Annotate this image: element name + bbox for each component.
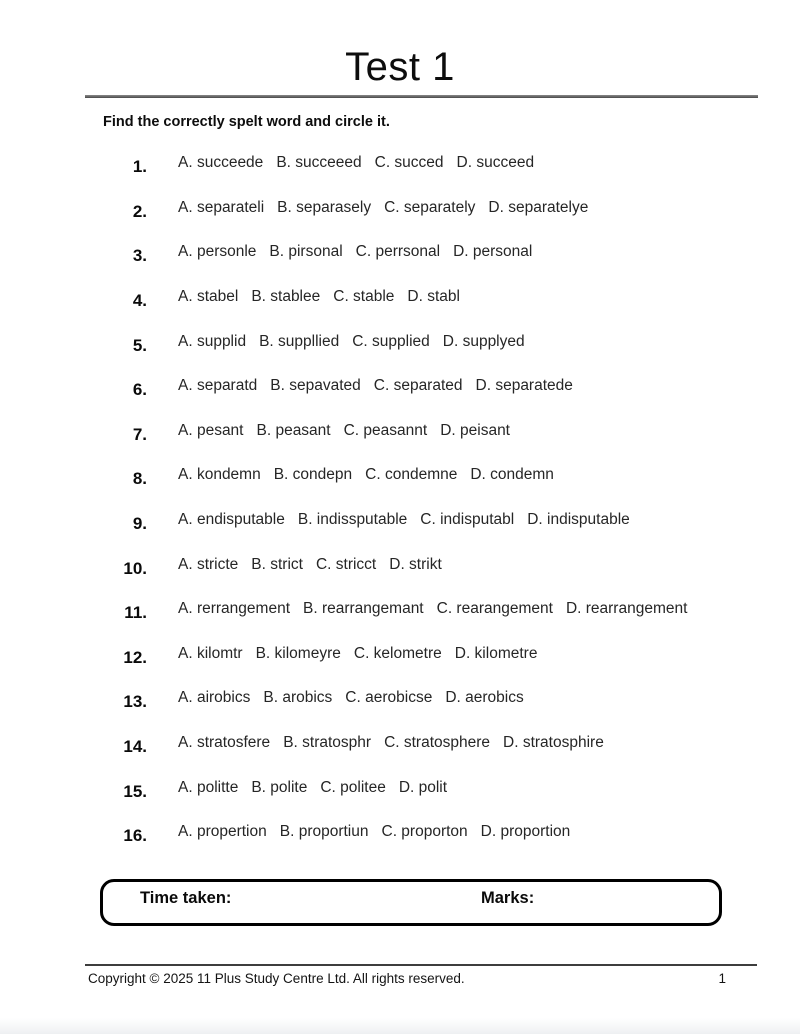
question-number: 5. xyxy=(132,335,147,355)
marks-label: Marks: xyxy=(481,889,535,907)
question-row xyxy=(0,632,800,677)
option-d: D. condemn xyxy=(470,466,554,484)
question-row xyxy=(0,319,800,364)
question-row xyxy=(0,587,800,632)
option-d: D. peisant xyxy=(440,421,510,439)
question-number: 1. xyxy=(132,157,147,177)
question-options xyxy=(178,645,537,663)
option-d: D. separatelye xyxy=(488,198,589,216)
question-row xyxy=(0,409,800,454)
question-row xyxy=(0,498,800,543)
option-c: C. condemne xyxy=(365,466,458,484)
option-b: B. arobics xyxy=(263,689,333,707)
option-c: C. stratosphere xyxy=(384,734,491,752)
question-number: 8. xyxy=(132,469,147,489)
time-taken-label: Time taken: xyxy=(140,889,232,907)
page-footer xyxy=(88,971,726,986)
question-number: 7. xyxy=(132,424,147,444)
option-d: D. personal xyxy=(453,243,533,261)
option-c: C. stricct xyxy=(315,555,377,573)
option-d: D. proportion xyxy=(480,823,571,841)
question-options xyxy=(178,689,524,707)
question-row xyxy=(0,186,800,231)
option-b: B. peasant xyxy=(256,421,331,439)
option-c: C. peasannt xyxy=(343,421,428,439)
option-b: B. strict xyxy=(251,555,303,573)
question-options xyxy=(178,288,460,306)
option-a: A. pesant xyxy=(178,421,244,439)
option-b: B. indissputable xyxy=(297,511,408,529)
question-number: 15. xyxy=(123,781,147,801)
question-options xyxy=(178,333,525,351)
option-c: C. separated xyxy=(373,377,463,395)
question-options xyxy=(178,422,510,440)
option-c: C. politee xyxy=(320,778,386,796)
option-c: C. aerobicse xyxy=(345,689,433,707)
question-row xyxy=(0,765,800,810)
question-row xyxy=(0,676,800,721)
question-number: 9. xyxy=(132,514,147,534)
option-d: D. separatede xyxy=(475,377,573,395)
question-number: 14. xyxy=(123,737,147,757)
option-c: C. succed xyxy=(374,154,444,172)
option-b: B. rearrangemant xyxy=(303,600,424,618)
option-a: A. succeede xyxy=(178,154,264,172)
question-options xyxy=(178,600,687,618)
instruction-text: Find the correctly spelt word and circle it. xyxy=(103,114,390,130)
question-options xyxy=(178,556,442,574)
question-options xyxy=(178,823,570,841)
option-b: B. stablee xyxy=(251,288,321,306)
option-d: D. kilometre xyxy=(454,644,538,662)
question-options xyxy=(178,734,604,752)
option-d: D. indisputable xyxy=(527,511,630,529)
option-d: D. stabl xyxy=(407,288,460,306)
question-row xyxy=(0,810,800,855)
option-d: D. succeed xyxy=(456,154,535,172)
question-options xyxy=(178,377,573,395)
option-b: B. proportiun xyxy=(279,823,369,841)
option-a: A. rerrangement xyxy=(178,600,290,618)
copyright-text: Copyright © 2025 11 Plus Study Centre Ltd. All rights reserved. xyxy=(88,971,465,986)
question-number: 12. xyxy=(123,647,147,667)
question-number: 4. xyxy=(132,291,147,311)
question-number: 16. xyxy=(123,826,147,846)
option-b: B. stratosphr xyxy=(283,734,372,752)
option-a: A. separatd xyxy=(178,377,258,395)
option-d: D. rearrangement xyxy=(565,600,688,618)
question-number: 13. xyxy=(123,692,147,712)
option-c: C. indisputabl xyxy=(420,511,515,529)
title-divider xyxy=(85,95,758,98)
question-options xyxy=(178,511,630,529)
option-d: D. stratosphire xyxy=(503,734,604,752)
option-a: A. politte xyxy=(178,778,239,796)
option-a: A. airobics xyxy=(178,689,251,707)
question-row xyxy=(0,230,800,275)
option-a: A. endisputable xyxy=(178,511,285,529)
option-c: C. stable xyxy=(333,288,395,306)
question-options xyxy=(178,466,554,484)
option-a: A. stratosfere xyxy=(178,734,271,752)
option-d: D. aerobics xyxy=(445,689,524,707)
footer-divider xyxy=(85,964,757,966)
option-c: C. kelometre xyxy=(353,644,442,662)
option-a: A. kilomtr xyxy=(178,644,243,662)
question-row xyxy=(0,721,800,766)
option-b: B. suppllied xyxy=(259,332,340,350)
option-c: C. proporton xyxy=(381,823,468,841)
question-row xyxy=(0,453,800,498)
question-row xyxy=(0,141,800,186)
option-c: C. separately xyxy=(384,198,476,216)
option-c: C. supplied xyxy=(352,332,430,350)
question-row xyxy=(0,542,800,587)
score-box xyxy=(100,879,722,926)
option-a: A. stricte xyxy=(178,555,239,573)
page-number: 1 xyxy=(718,971,726,986)
option-a: A. stabel xyxy=(178,288,239,306)
option-b: B. condepn xyxy=(273,466,353,484)
question-options xyxy=(178,154,534,172)
question-number: 11. xyxy=(124,603,147,623)
option-b: B. polite xyxy=(251,778,308,796)
question-options xyxy=(178,243,532,261)
option-b: B. sepavated xyxy=(270,377,361,395)
question-number: 3. xyxy=(132,246,147,266)
question-number: 10. xyxy=(123,558,147,578)
option-a: A. personle xyxy=(178,243,257,261)
option-b: B. kilomeyre xyxy=(255,644,341,662)
page-bottom-edge xyxy=(0,1018,800,1034)
option-a: A. separateli xyxy=(178,198,265,216)
page-title: Test 1 xyxy=(345,45,455,89)
option-a: A. kondemn xyxy=(178,466,261,484)
question-number: 6. xyxy=(132,380,147,400)
option-c: C. rearangement xyxy=(436,600,553,618)
option-d: D. supplyed xyxy=(442,332,525,350)
question-options xyxy=(178,199,588,217)
option-c: C. perrsonal xyxy=(355,243,441,261)
question-list xyxy=(0,141,800,855)
option-b: B. pirsonal xyxy=(269,243,343,261)
option-a: A. supplid xyxy=(178,332,247,350)
option-b: B. separasely xyxy=(277,198,372,216)
option-a: A. propertion xyxy=(178,823,267,841)
option-d: D. strikt xyxy=(389,555,442,573)
question-number: 2. xyxy=(132,201,147,221)
option-d: D. polit xyxy=(398,778,448,796)
option-b: B. succeeed xyxy=(276,154,362,172)
question-row xyxy=(0,364,800,409)
question-row xyxy=(0,275,800,320)
question-options xyxy=(178,779,447,797)
